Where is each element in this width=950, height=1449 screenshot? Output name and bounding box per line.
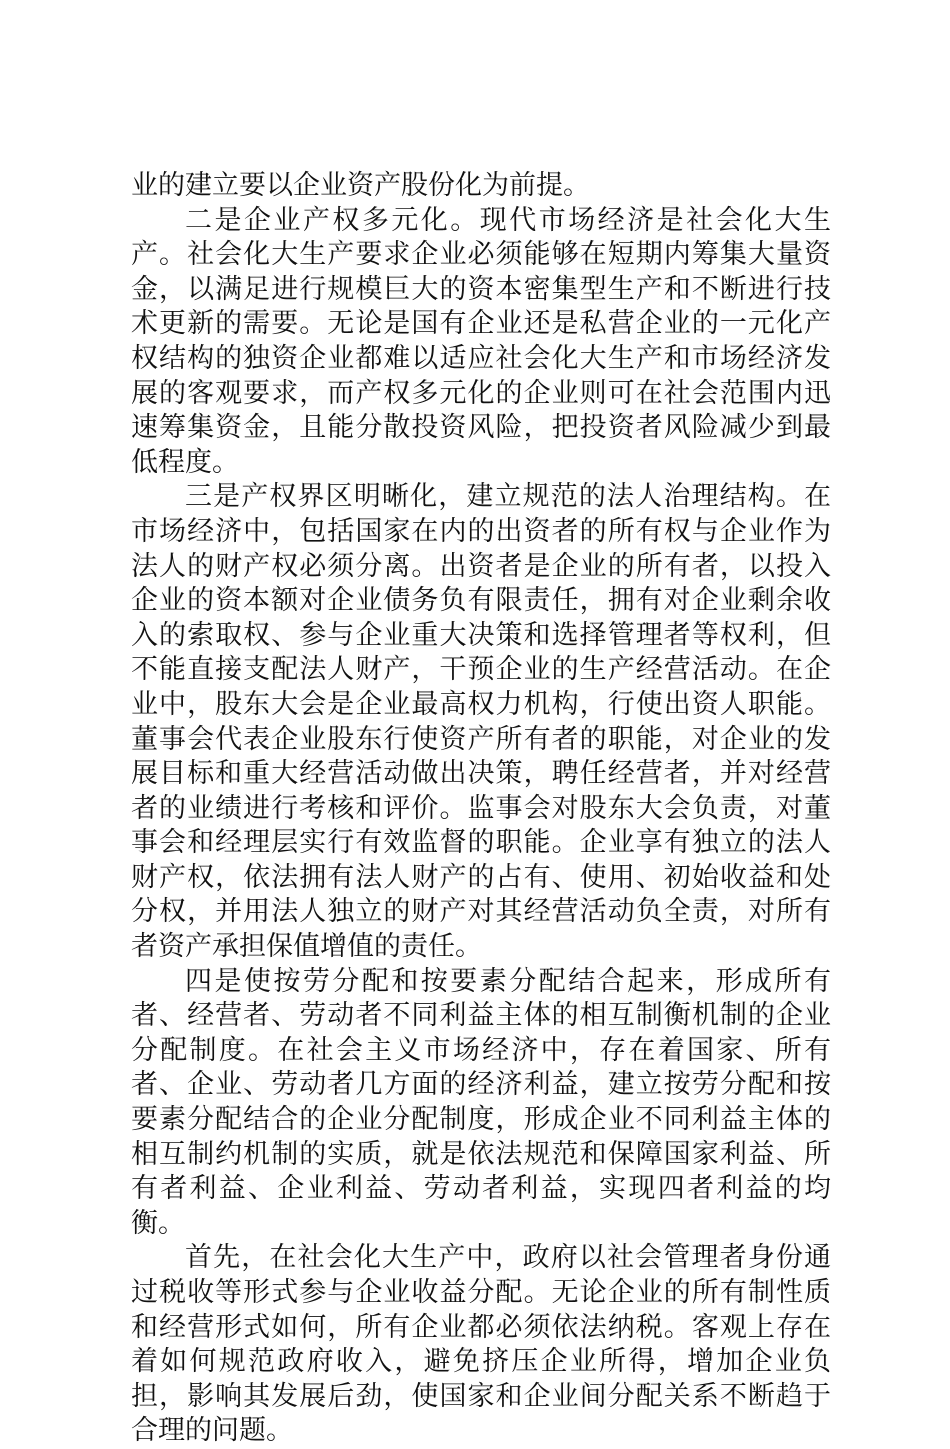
paragraph-distribution-system: 四是使按劳分配和按要素分配结合起来，形成所有者、经营者、劳动者不同利益主体的相互制衡机制的企业分配制度。在社会主义市场经济中，存在着国家、所有者、企业、劳动者几方面的经济利益，建立按劳分配和按要素分配结合的企业分配制度，形成企业不同利益主体的相互制约机制的实质，就是依法规范和保障国家利益、所有者利益、企业利益、劳动者利益，实现四者利益的均衡。 xyxy=(131,965,831,1239)
paragraph-enterprise-ownership-diversification: 二是企业产权多元化。现代市场经济是社会化大生产。社会化大生产要求企业必须能够在短期内筹集大量资金，以满足进行规模巨大的资本密集型生产和不断进行技术更新的需要。无论是国有企业还是私营企业的一元化产权结构的独资企业都难以适应社会化大生产和市场经济发展的客观要求，而产权多元化的企业则可在社会范围内迅速筹集资金，且能分散投资风险，把投资者风险减少到最低程度。 xyxy=(131,204,831,478)
paragraph-property-rights-clarity: 三是产权界区明晰化，建立规范的法人治理结构。在市场经济中，包括国家在内的出资者的所有权与企业作为法人的财产权必须分离。出资者是企业的所有者，以投入企业的资本额对企业债务负有限责任，拥有对企业剩余收入的索取权、参与企业重大决策和选择管理者等权利，但不能直接支配法人财产，干预企业的生产经营活动。在企业中，股东大会是企业最高权力机构，行使出资人职能。董事会代表企业股东行使资产所有者的职能，对企业的发展目标和重大经营活动做出决策，聘任经营者，并对经营者的业绩进行考核和评价。监事会对股东大会负责，对董事会和经理层实行有效监督的职能。企业享有独立的法人财产权，依法拥有法人财产的占有、使用、初始收益和处分权，并用法人独立的财产对其经营活动负全责，对所有者资产承担保值增值的责任。 xyxy=(131,481,831,963)
paragraph-government-tax-distribution: 首先，在社会化大生产中，政府以社会管理者身份通过税收等形式参与企业收益分配。无论企业的所有制性质和经营形式如何，所有企业都必须依法纳税。客观上存在着如何规范政府收入，避免挤压企业所得，增加企业负担，影响其发展后劲，使国家和企业间分配关系不断趋于合理的问题。 xyxy=(131,1242,831,1447)
document-body xyxy=(131,169,831,1449)
paragraph-continuation: 业的建立要以企业资产股份化为前提。 xyxy=(131,170,590,201)
